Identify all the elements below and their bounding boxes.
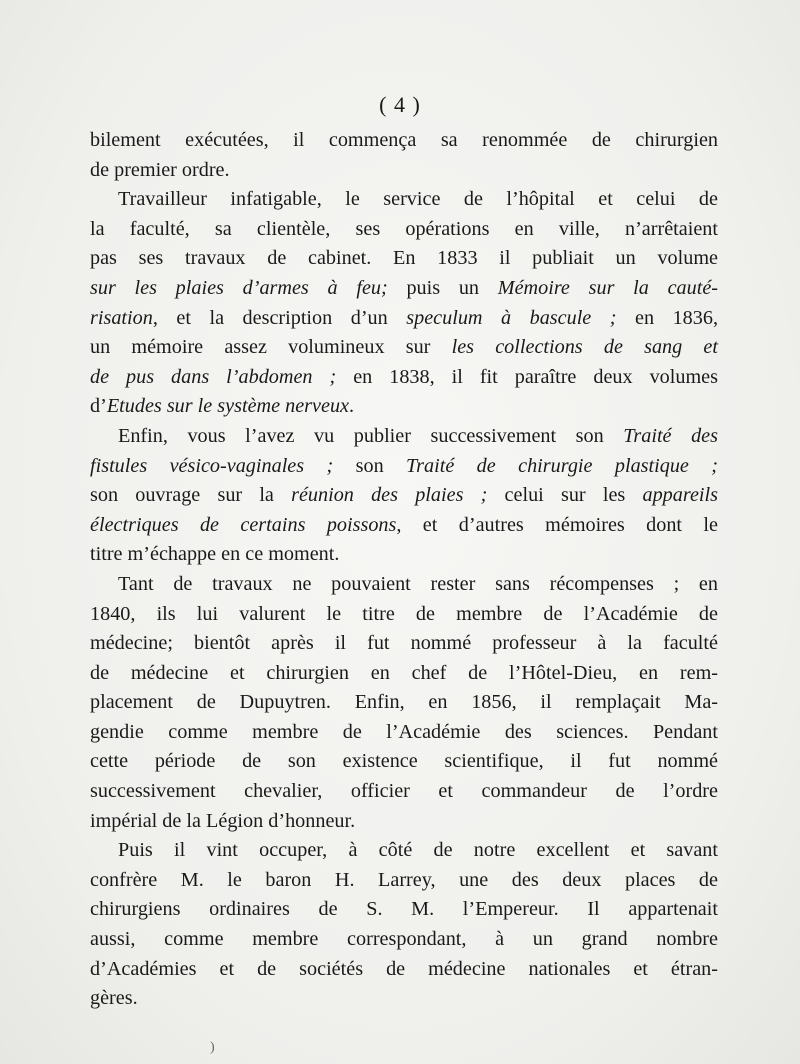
stray-mark: ) bbox=[210, 1040, 215, 1055]
text-line bbox=[90, 747, 718, 777]
italic-title: les collections de sang et bbox=[451, 336, 718, 359]
text-run: d’Académies et de sociétés de médecine nationales et étran- bbox=[90, 957, 718, 980]
text-run: Travailleur infatigable, le service de l’hôpital et celui de bbox=[118, 188, 718, 211]
text-line bbox=[90, 392, 718, 422]
paragraph bbox=[90, 185, 718, 422]
italic-title: risation bbox=[90, 306, 153, 329]
paragraph bbox=[90, 570, 718, 836]
text-run: gendie comme membre de l’Académie des sciences. Pendant bbox=[90, 720, 718, 743]
text-line bbox=[90, 422, 718, 452]
text-line bbox=[90, 925, 718, 955]
text-run: 1840, ils lui valurent le titre de membre de l’Académie de bbox=[90, 602, 718, 625]
text-run: . bbox=[349, 395, 355, 418]
italic-title: speculum à bascule ; bbox=[406, 306, 617, 329]
text-run: , et la description d’un bbox=[152, 306, 407, 329]
text-run: successivement chevalier, officier et commandeur de l’ordre bbox=[90, 780, 718, 803]
text-run: puis un bbox=[387, 276, 498, 299]
paragraph bbox=[90, 126, 718, 185]
text-line bbox=[90, 156, 718, 186]
italic-title: de pus dans l’abdomen ; bbox=[90, 365, 337, 388]
text-run: son ouvrage sur la bbox=[90, 484, 292, 507]
text-line bbox=[90, 215, 718, 245]
text-line bbox=[90, 629, 718, 659]
text-line bbox=[90, 659, 718, 689]
text-line bbox=[90, 984, 718, 1014]
text-run: Enfin, vous l’avez vu publier successivement son bbox=[118, 424, 624, 447]
text-line bbox=[90, 540, 718, 570]
text-line bbox=[90, 126, 718, 156]
paragraph bbox=[90, 836, 718, 1014]
text-run: pas ses travaux de cabinet. En 1833 il publiait un volume bbox=[90, 247, 718, 270]
text-run: , et d’autres mémoires dont le bbox=[396, 513, 718, 536]
text-run: chirurgiens ordinaires de S. M. l’Empereur. Il appartenait bbox=[90, 898, 718, 921]
text-run: Puis il vint occuper, à côté de notre excellent et savant bbox=[118, 839, 718, 862]
page-number: ( 4 ) bbox=[379, 92, 421, 117]
text-line bbox=[90, 807, 718, 837]
text-run: gères. bbox=[90, 987, 138, 1010]
text-line bbox=[90, 718, 718, 748]
text-line bbox=[90, 570, 718, 600]
italic-title: Traité des bbox=[623, 424, 718, 447]
text-line bbox=[90, 304, 718, 334]
text-run: titre m’échappe en ce moment. bbox=[90, 543, 340, 566]
text-run: d’ bbox=[90, 395, 107, 418]
text-run: bilement exécutées, il commença sa renommée de chirurgien bbox=[90, 129, 718, 151]
italic-title: réunion des plaies ; bbox=[291, 484, 488, 507]
text-line bbox=[90, 452, 718, 482]
text-line bbox=[90, 481, 718, 511]
italic-title: sur les plaies d’armes à feu; bbox=[90, 276, 388, 299]
text-line bbox=[90, 777, 718, 807]
text-run: la faculté, sa clientèle, ses opérations en ville, n’arrêtaient bbox=[90, 217, 718, 240]
text-run: impérial de la Légion d’honneur. bbox=[90, 809, 356, 832]
paragraph bbox=[90, 422, 718, 570]
text-line bbox=[90, 185, 718, 215]
text-run: de médecine et chirurgien en chef de l’Hôtel-Dieu, en rem- bbox=[90, 661, 718, 684]
text-run: un mémoire assez volumineux sur bbox=[90, 336, 452, 359]
text-line bbox=[90, 244, 718, 274]
text-line bbox=[90, 511, 718, 541]
text-line bbox=[90, 333, 718, 363]
italic-title: fistules vésico-vaginales ; bbox=[90, 454, 334, 477]
italic-title: Mémoire sur la cauté- bbox=[497, 276, 719, 299]
text-run: Tant de travaux ne pouvaient rester sans récompenses ; en bbox=[118, 572, 718, 595]
text-run: confrère M. le baron H. Larrey, une des deux places de bbox=[90, 868, 718, 891]
text-run: placement de Dupuytren. Enfin, en 1856, il remplaçait Ma- bbox=[90, 691, 718, 714]
text-line bbox=[90, 836, 718, 866]
text-run: celui sur les bbox=[487, 484, 643, 507]
text-line bbox=[90, 600, 718, 630]
text-run: médecine; bientôt après il fut nommé professeur à la faculté bbox=[90, 632, 718, 655]
italic-title: Etudes sur le système nerveux bbox=[106, 395, 349, 418]
text-run: de premier ordre. bbox=[90, 158, 230, 181]
text-run: en 1836, bbox=[616, 306, 718, 329]
italic-title: Traité de chirurgie plastique ; bbox=[406, 454, 718, 477]
text-run: aussi, comme membre correspondant, à un grand nombre bbox=[90, 928, 718, 951]
italic-title: électriques de certains poissons bbox=[90, 513, 397, 536]
text-line bbox=[90, 895, 718, 925]
text-line bbox=[90, 688, 718, 718]
text-run: cette période de son existence scientifique, il fut nommé bbox=[90, 750, 718, 773]
text-line bbox=[90, 955, 718, 985]
italic-title: appareils bbox=[642, 484, 718, 507]
text-line bbox=[90, 274, 718, 304]
body-text bbox=[90, 126, 718, 1014]
text-line bbox=[90, 866, 718, 896]
text-run: en 1838, il fit paraître deux volumes bbox=[336, 365, 719, 388]
text-line bbox=[90, 363, 718, 393]
text-run: son bbox=[333, 454, 407, 477]
